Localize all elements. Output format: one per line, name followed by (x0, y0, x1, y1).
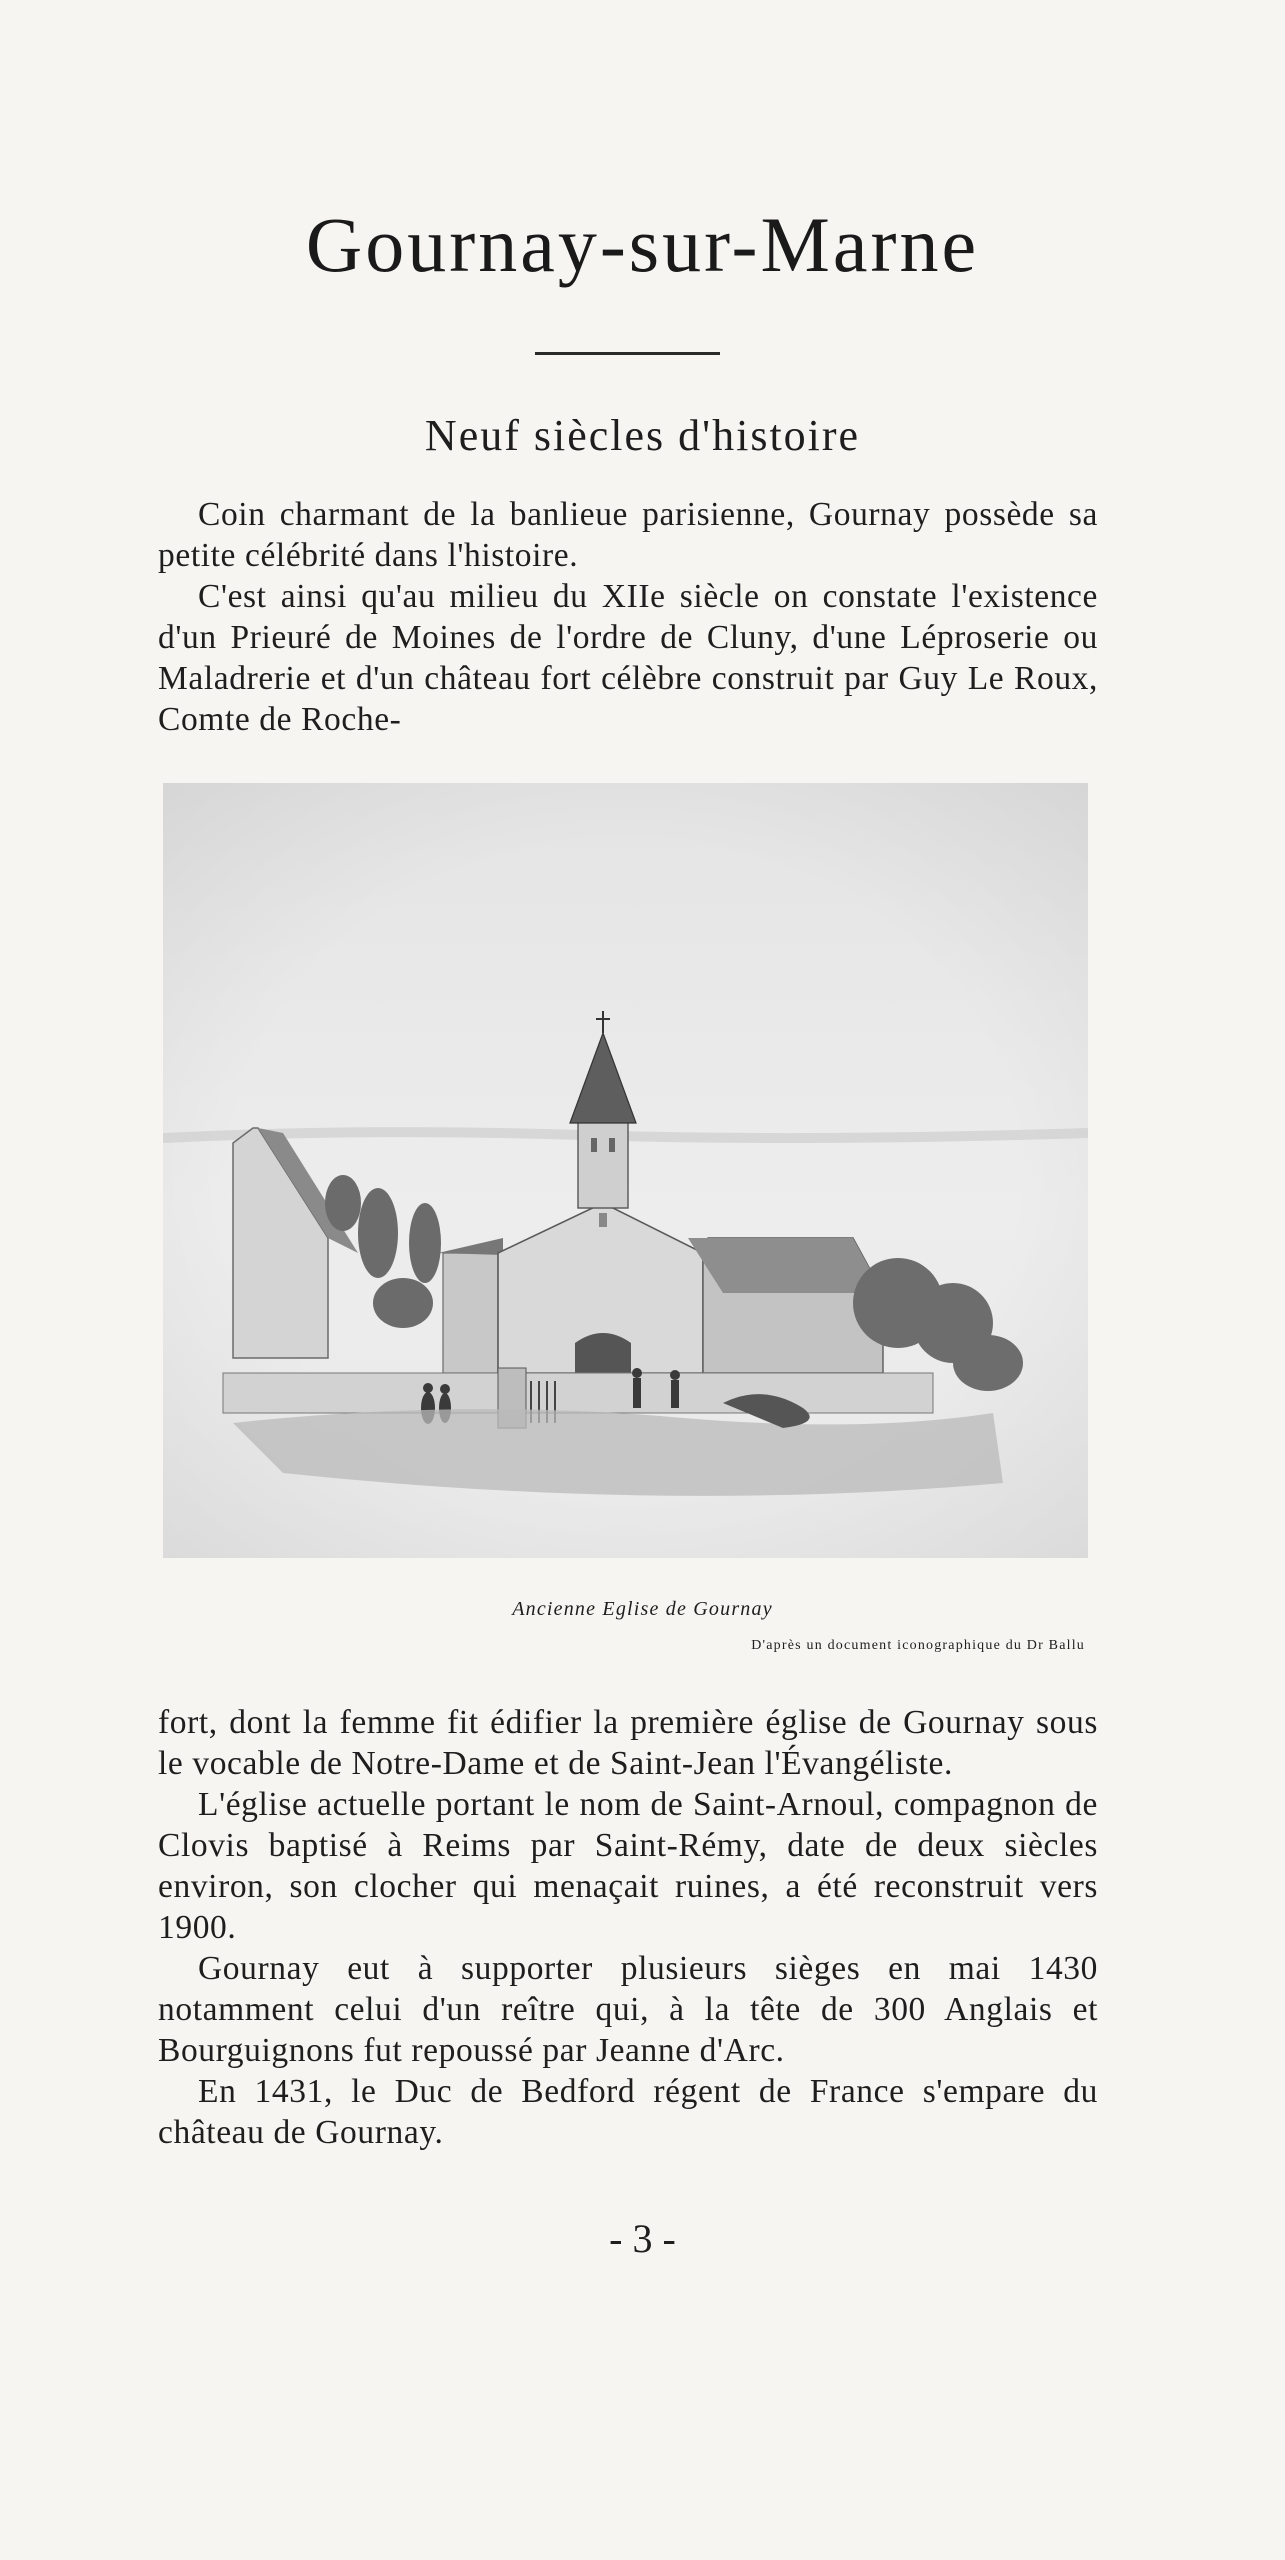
title-underline (535, 352, 720, 355)
figure-credit: D'après un document iconographique du Dr Ballu (751, 1638, 1085, 1653)
church-illustration (163, 783, 1088, 1558)
intro-paragraph-2: C'est ainsi qu'au milieu du XIIe siècle on constate l'existence d'un Prieuré de Moines de l'ordre de Cluny, d'une Léproserie ou Maladrerie et d'un château fort célèbre construit par Guy Le Roux, Comte de Roche- (158, 578, 1098, 738)
continuation-paragraph-3: Gournay eut à supporter plusieurs sièges en mai 1430 notamment celui d'un reître qui, à la tête de 300 Anglais et Bourguignons fut repoussé par Jeanne d'Arc. (158, 1950, 1098, 2069)
page-number: - 3 - (609, 2216, 676, 2261)
continuation-paragraph-1: fort, dont la femme fit édifier la première église de Gournay sous le vocable de Notre-Dame et de Saint-Jean l'Évangéliste. (158, 1704, 1098, 1782)
intro-paragraph-1: Coin charmant de la banlieue parisienne, Gournay possède sa petite célébrité dans l'histoire. (158, 496, 1098, 574)
page-title: Gournay-sur-Marne (305, 201, 980, 288)
continuation-paragraph-2: L'église actuelle portant le nom de Saint-Arnoul, compagnon de Clovis baptisé à Reims par Saint-Rémy, date de deux siècles environ, son clocher qui menaçait ruines, a été reconstruit vers 1900. (158, 1786, 1098, 1946)
section-heading: Neuf siècles d'histoire (424, 411, 861, 460)
figure-caption: Ancienne Eglise de Gournay (512, 1598, 773, 1620)
continuation-text (158, 1702, 1098, 2153)
intro-text (158, 494, 1098, 740)
continuation-paragraph-4: En 1431, le Duc de Bedford régent de France s'empare du château de Gournay. (158, 2073, 1098, 2151)
